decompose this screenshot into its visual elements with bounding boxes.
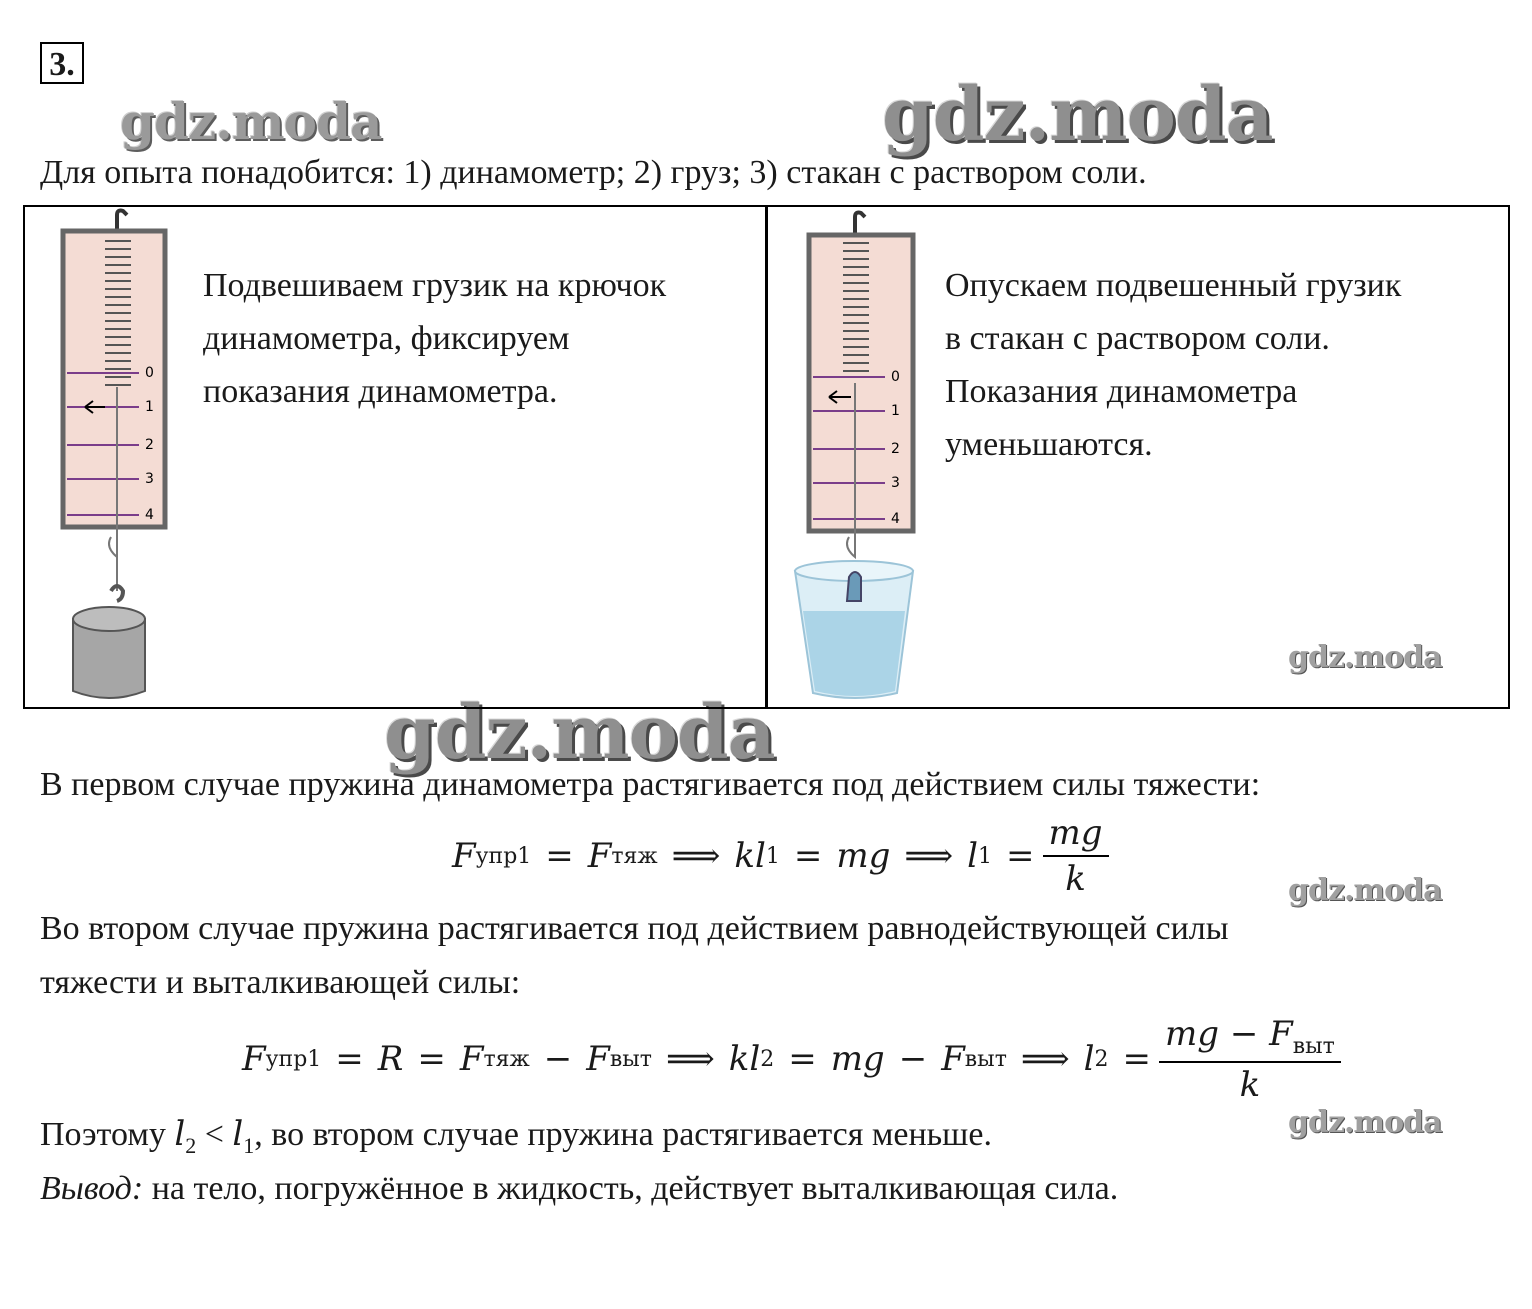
intro-text: Для опыта понадобится: 1) динамометр; 2) груз; 3) стакан с раствором соли. bbox=[40, 154, 1147, 191]
scale-label: 3 bbox=[145, 471, 154, 487]
conclusion-label: Вывод: bbox=[40, 1170, 144, 1207]
scale-label: 4 bbox=[891, 511, 900, 527]
watermark: gdz.moda bbox=[1288, 1105, 1442, 1140]
paragraph-second-case-line1: Во втором случае пружина растягивается под действием равнодействующей силы bbox=[40, 910, 1229, 947]
scale-label: 3 bbox=[891, 475, 900, 491]
paragraph-comparison: Поэтому $l_2 < l_1$, во втором случае пружина растягивается меньше. bbox=[40, 1114, 992, 1158]
paragraph-second-case-line2: тяжести и выталкивающей силы: bbox=[40, 964, 521, 1001]
dynamometer-in-glass-illustration bbox=[787, 207, 947, 707]
experiment-panel-right bbox=[765, 205, 1510, 709]
formula-first-case: F упр1 = F тяж ⟹ k l 1 = mg ⟹ l 1 = $\frac{mg}{k}$ bbox=[452, 814, 1109, 898]
conclusion bbox=[40, 1170, 1118, 1208]
watermark: gdz.moda bbox=[882, 72, 1273, 158]
scale-label: 0 bbox=[891, 369, 900, 385]
scale-label: 0 bbox=[145, 365, 154, 381]
scale-label: 1 bbox=[145, 399, 154, 415]
step1-description: Подвешиваем грузик на крючок динамометра, фиксируем показания динамометра. bbox=[203, 267, 667, 410]
fraction: $\frac{mg - F_{выт}}{k}$ bbox=[1159, 1014, 1341, 1105]
fraction: $\frac{mg}{k}$ bbox=[1043, 813, 1109, 899]
watermark: gdz.moda bbox=[1288, 873, 1442, 908]
task-number: 3. bbox=[40, 42, 84, 84]
scale-label: 2 bbox=[145, 437, 154, 453]
dynamometer-with-weight-illustration bbox=[55, 207, 185, 707]
scale-label: 4 bbox=[145, 507, 154, 523]
scale-label: 2 bbox=[891, 441, 900, 457]
paragraph-first-case: В первом случае пружина динамометра растягивается под действием силы тяжести: bbox=[40, 766, 1261, 803]
watermark: gdz.moda bbox=[384, 690, 775, 776]
formula-second-case: F упр1 = R = F тяж − F выт ⟹ k l 2 = mg − F выт ⟹ l 2 = $\frac{mg - F_{выт}}{k}$ bbox=[242, 1016, 1341, 1102]
step2-description: Опускаем подвешенный грузик в стакан с раствором соли. Показания динамометра уменьшаются. bbox=[945, 267, 1402, 463]
watermark: gdz.moda bbox=[120, 92, 382, 151]
conclusion-text: на тело, погружённое в жидкость, действует выталкивающая сила. bbox=[143, 1170, 1119, 1207]
scale-label: 1 bbox=[891, 403, 900, 419]
experiment-panel-left bbox=[23, 205, 768, 709]
watermark: gdz.moda bbox=[1288, 640, 1442, 675]
